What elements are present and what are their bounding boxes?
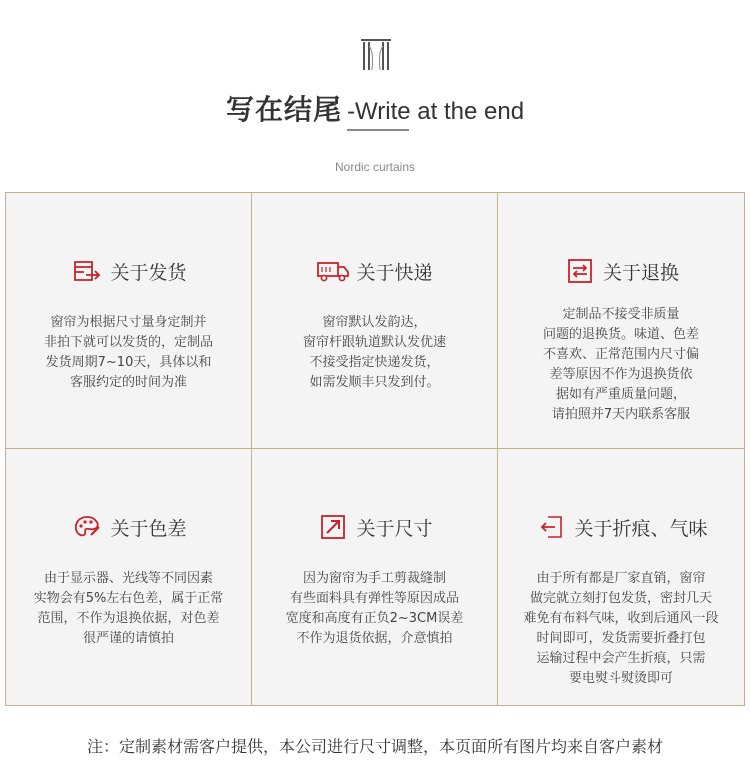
- cell-line: 要电熨斗熨烫即可: [568, 671, 673, 686]
- cell-title: 关于发货: [110, 261, 187, 284]
- cell-line: 如需发顺丰只发到付。: [309, 375, 440, 390]
- cell-title: 关于快递: [356, 261, 433, 284]
- cell-line: 难免有布料气味，收到后通风一段: [523, 611, 719, 626]
- info-cell-color: [6, 449, 252, 705]
- title-chinese: 写在结尾: [225, 93, 342, 126]
- cell-text: [24, 313, 233, 393]
- cell-line: 实物会有5%左右色差，属于正常: [33, 591, 224, 606]
- info-cell-returns: [498, 193, 744, 449]
- page-subtitle: Nordic curtains: [334, 160, 416, 174]
- cell-line: 不接受指定快递发货，: [309, 355, 440, 370]
- cell-text: [506, 569, 736, 689]
- cell-line: 差等原因不作为退换货依: [549, 367, 693, 382]
- delivery-truck-icon: [316, 257, 350, 285]
- cell-text: [516, 305, 726, 425]
- info-cell-delivery: [252, 193, 498, 449]
- cell-title: 关于退换: [602, 261, 679, 284]
- cell-title: 关于折痕、气味: [574, 517, 708, 540]
- info-cell-creases: [498, 449, 744, 705]
- footer-note: 注：定制素材需客户提供，本公司进行尺寸调整，本页面所有图片均来自客户素材: [86, 737, 663, 756]
- cell-line: 因为窗帘为手工剪裁缝制: [302, 571, 446, 586]
- cell-text: [270, 313, 479, 393]
- cell-line: 非拍下就可以发货的，定制品: [43, 335, 213, 350]
- cell-line: 客服约定的时间为准: [69, 375, 187, 390]
- cell-line: 范围，不作为退换依据，对色差: [37, 611, 220, 626]
- cell-line: 窗帘为根据尺寸量身定制并: [50, 315, 207, 330]
- cell-line: 很严谨的请慎拍: [82, 631, 174, 646]
- title-underline: [347, 129, 409, 131]
- info-grid: [5, 192, 745, 706]
- title-english: -Write at the end: [347, 98, 525, 125]
- cell-line: 有些面料具有弹性等原因成品: [289, 591, 459, 606]
- info-cell-shipping: [6, 193, 252, 449]
- cell-line: 定制品不接受非质量: [562, 307, 680, 322]
- cell-line: 不作为退货依据，介意慎拍: [296, 631, 453, 646]
- cell-title: 关于尺寸: [356, 517, 433, 540]
- cell-line: 时间即可，发货需要折叠打包: [536, 631, 706, 646]
- cell-line: 据如有严重质量问题，: [555, 387, 686, 402]
- cell-text: [24, 569, 233, 649]
- cell-line: 窗帘杆跟轨道默认发优速: [302, 335, 446, 350]
- color-palette-icon: [70, 513, 104, 541]
- resize-arrow-icon: [316, 513, 350, 541]
- cell-line: 运输过程中会产生折痕，只需: [536, 651, 706, 666]
- cell-line: 做完就立刻打包发货，密封几天: [529, 591, 712, 606]
- curtain-logo-icon: [360, 38, 392, 72]
- info-cell-size: [252, 449, 498, 705]
- cell-line: 问题的退换货。味道、色差: [542, 327, 699, 342]
- cell-line: 宽度和高度有正负2~3CM误差: [285, 611, 464, 626]
- cell-line: 窗帘默认发韵达，: [322, 315, 427, 330]
- shipping-box-icon: [70, 257, 104, 285]
- cell-text: [270, 569, 479, 649]
- cell-title: 关于色差: [110, 517, 187, 540]
- cell-line: 请拍照并7天内联系客服: [551, 407, 691, 422]
- cell-line: 发货周期7~10天，具体以和: [45, 355, 212, 370]
- page-title: [0, 88, 750, 128]
- cell-line: 由于显示器、光线等不同因素: [43, 571, 213, 586]
- cell-line: 不喜欢、正常范围内尺寸偏: [542, 347, 699, 362]
- exchange-icon: [563, 257, 597, 285]
- return-arrow-icon: [534, 513, 568, 541]
- cell-line: 由于所有都是厂家直销，窗帘: [536, 571, 706, 586]
